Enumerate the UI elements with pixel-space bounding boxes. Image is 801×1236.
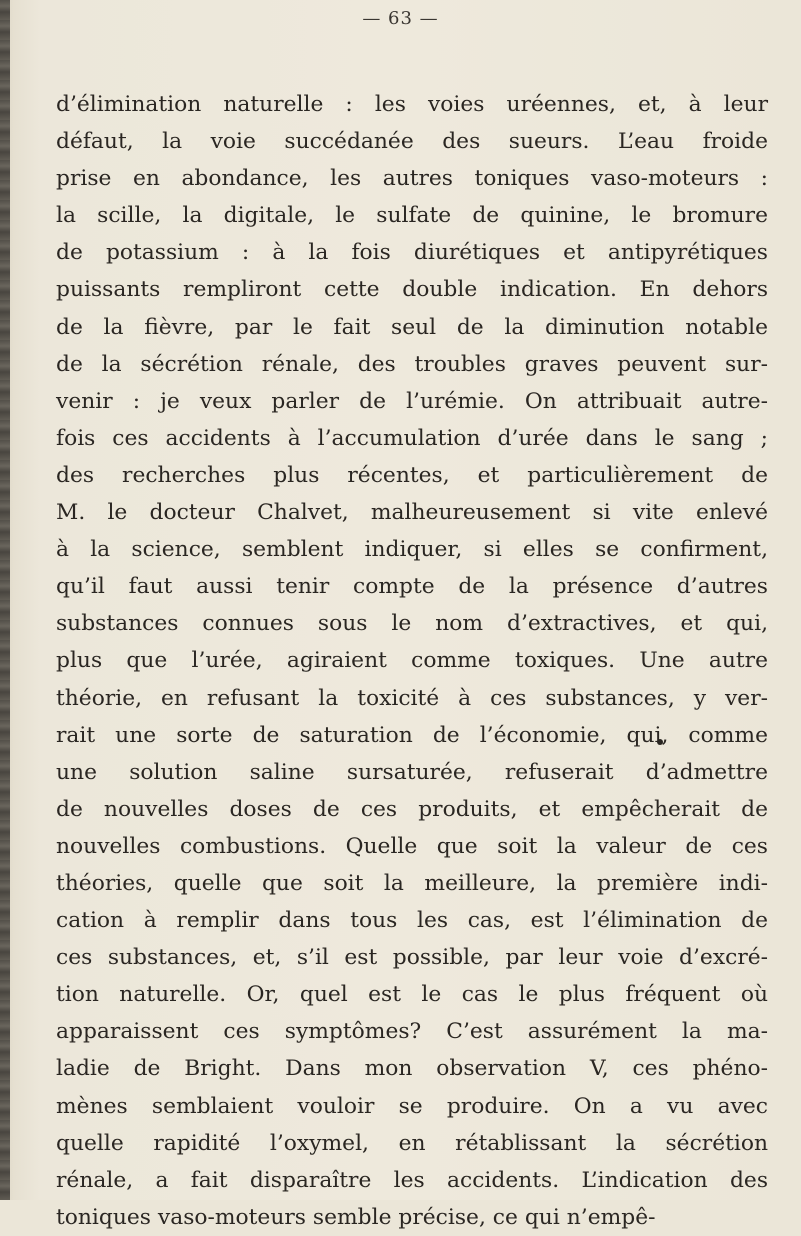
text-line: une solution saline sursaturée, refuserait d’admettre xyxy=(56,759,768,785)
text-line: qu’il faut aussi tenir compte de la présence d’autres xyxy=(56,574,768,600)
text-line: fois ces accidents à l’accumulation d’urée dans le sang ; xyxy=(56,425,768,451)
text-line: toniques vaso-moteurs semble précise, ce qui n’empê- xyxy=(56,1204,656,1230)
text-line: ladie de Bright. Dans mon observation V, ces phéno- xyxy=(56,1056,768,1082)
text-line: théorie, en refusant la toxicité à ces substances, y ver- xyxy=(56,685,768,711)
text-line: à la science, semblent indiquer, si elles se confirment, xyxy=(56,537,768,563)
text-line: prise en abondance, les autres toniques vaso-moteurs : xyxy=(56,166,768,192)
text-line: de la sécrétion rénale, des troubles graves peuvent sur- xyxy=(56,351,768,377)
text-line: de la fièvre, par le fait seul de la diminution notable xyxy=(56,314,768,340)
text-line: de potassium : à la fois diurétiques et antipyrétiques xyxy=(56,240,768,266)
text-line: défaut, la voie succédanée des sueurs. L’eau froide xyxy=(56,129,768,155)
text-line: puissants rempliront cette double indication. En dehors xyxy=(56,277,768,303)
text-line: nouvelles combustions. Quelle que soit la valeur de ces xyxy=(56,833,768,859)
text-line: rénale, a fait disparaître les accidents. L’indication des xyxy=(56,1167,768,1193)
binding-edge xyxy=(0,0,10,1200)
text-line: tion naturelle. Or, quel est le cas le plus fréquent où xyxy=(56,982,768,1008)
text-line: des recherches plus récentes, et particulièrement de xyxy=(56,462,768,488)
text-line: plus que l’urée, agiraient comme toxiques. Une autre xyxy=(56,648,768,674)
text-line: quelle rapidité l’oxymel, en rétablissant la sécrétion xyxy=(56,1130,768,1156)
text-line: de nouvelles doses de ces produits, et empêcherait de xyxy=(56,796,768,822)
page-number: — 63 — xyxy=(362,8,439,29)
text-line: mènes semblaient vouloir se produire. On a vu avec xyxy=(56,1093,768,1119)
body-text xyxy=(56,86,768,1236)
text-line: venir : je veux parler de l’urémie. On attribuait autre- xyxy=(56,388,768,414)
text-line: ces substances, et, s’il est possible, par leur voie d’excré- xyxy=(56,945,768,971)
text-line: apparaissent ces symptômes? C’est assurément la ma- xyxy=(56,1019,768,1045)
text-line: théories, quelle que soit la meilleure, la première indi- xyxy=(56,870,768,896)
text-line: M. le docteur Chalvet, malheureusement si vite enlevé xyxy=(56,500,768,526)
text-line: d’élimination naturelle : les voies uréennes, et, à leur xyxy=(56,92,768,117)
text-line: rait une sorte de saturation de l’économie, qui, comme xyxy=(56,722,768,748)
text-line: substances connues sous le nom d’extractives, et qui, xyxy=(56,611,768,637)
text-line: cation à remplir dans tous les cas, est l’élimination de xyxy=(56,908,768,934)
text-line: la scille, la digitale, le sulfate de quinine, le bromure xyxy=(56,203,768,229)
